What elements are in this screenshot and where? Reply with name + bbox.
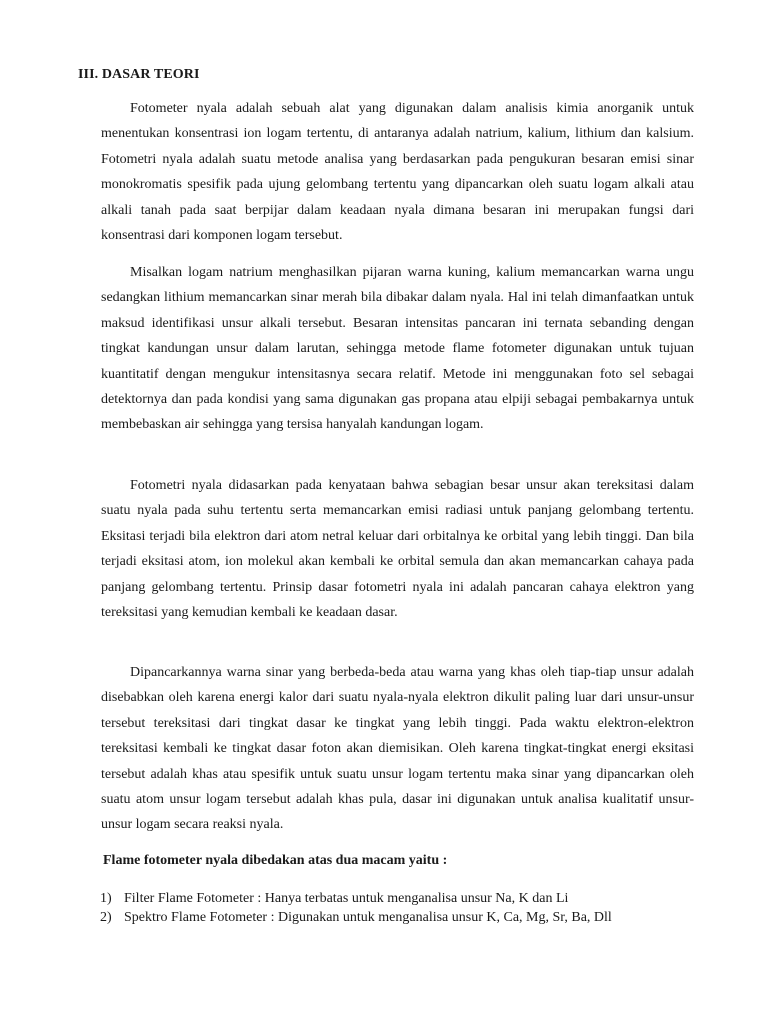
flame-photometer-types-list xyxy=(100,889,612,927)
paragraph-3: Fotometri nyala didasarkan pada kenyataan bahwa sebagian besar unsur akan tereksitasi dalam suatu nyala pada suhu tertentu serta memancarkan emisi radiasi untuk panjang gelombang tertentu. Eksitasi terjadi bila elektron dari atom netral keluar dari orbitalnya ke orbital yang lebih tinggi. Dan bila terjadi eksitasi atom, ion molekul akan kembali ke orbital semula dan akan memancarkan cahaya pada panjang gelombang tertentu. Prinsip dasar fotometri nyala ini adalah pancaran cahaya elektron yang tereksitasi yang kemudian kembali ke keadaan dasar. xyxy=(101,478,694,621)
list-item-text: Filter Flame Fotometer : Hanya terbatas untuk menganalisa unsur Na, K dan Li xyxy=(124,891,569,906)
list-item-text: Spektro Flame Fotometer : Digunakan untuk menganalisa unsur K, Ca, Mg, Sr, Ba, Dll xyxy=(124,910,612,925)
paragraph-4: Dipancarkannya warna sinar yang berbeda-beda atau warna yang khas oleh tiap-tiap unsur adalah disebabkan oleh karena energi kalor dari suatu nyala-nyala elektron dikulit paling luar dari unsur-unsur tersebut tereksitasi dari tingkat dasar ke tingkat yang lebih tinggi. Pada waktu elektron-elektron tereksitasi kembali ke tingkat dasar foton akan diemisikan. Oleh karena tingkat-tingkat energi eksitasi tersebut adalah khas atau spesifik untuk suatu unsur logam tertentu maka sinar yang dipancarkan oleh suatu atom unsur logam tersebut adalah khas pula, dasar ini digunakan untuk analisa kualitatif unsur-unsur logam secara reaksi nyala. xyxy=(101,665,694,833)
list-item xyxy=(100,908,612,927)
paragraph-2: Misalkan logam natrium menghasilkan pijaran warna kuning, kalium memancarkan warna ungu sedangkan lithium memancarkan sinar merah bila dibakar dalam nyala. Hal ini telah dimanfaatkan untuk maksud identifikasi unsur alkali tersebut. Besaran intensitas pancaran ini ternata sebanding dengan tingkat kandungan unsur dalam larutan, sehingga metode flame fotometer digunakan untuk tujuan kuantitatif dengan mengukur intensitasnya secara relatif. Metode ini menggunakan foto sel sebagai detektornya dan pada kondisi yang sama digunakan gas propana atau elpiji sebagai pembakarnya untuk membebaskan air sehingga yang tersisa hanyalah kandungan logam. xyxy=(101,265,694,433)
paragraph-1: Fotometer nyala adalah sebuah alat yang digunakan dalam analisis kimia anorganik untuk menentukan konsentrasi ion logam tertentu, di antaranya adalah natrium, kalium, lithium dan kalsium. Fotometri nyala adalah suatu metode analisa yang berdasarkan pada pengukuran besaran emisi sinar monokromatis spesifik pada ujung gelombang tertentu yang dipancarkan oleh suatu logam alkali atau alkali tanah pada saat berpijar dalam keadaan nyala dimana besaran ini merupakan fungsi dari konsentrasi dari komponen logam tersebut. xyxy=(101,101,694,244)
list-item-number: 2) xyxy=(100,910,112,925)
list-item-number: 1) xyxy=(100,891,112,906)
list-subheading: Flame fotometer nyala dibedakan atas dua macam yaitu : xyxy=(103,853,448,868)
list-item xyxy=(100,889,612,908)
section-heading: III. DASAR TEORI xyxy=(78,67,200,82)
